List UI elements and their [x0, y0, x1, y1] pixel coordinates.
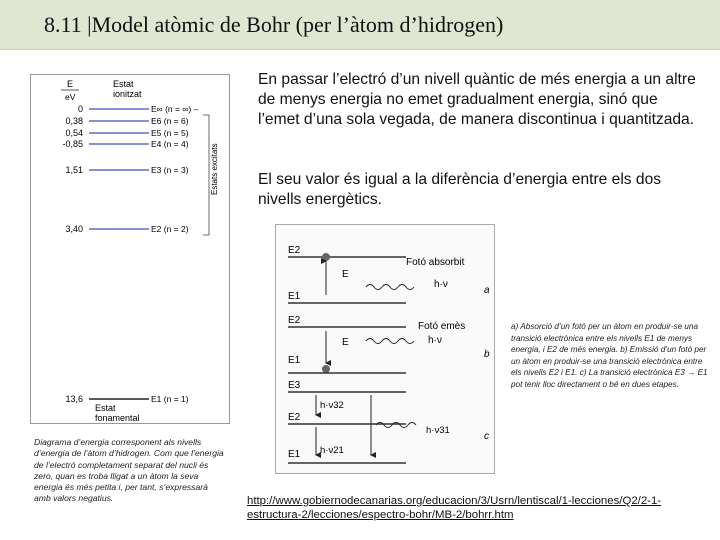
- ionized-state-label-2: ionitzat: [113, 89, 142, 99]
- b-letter: b: [484, 349, 490, 360]
- c-hv31-label: h·ν31: [426, 425, 450, 436]
- level-value-0: 0: [77, 104, 83, 114]
- b-e2-label: E2: [288, 315, 301, 326]
- ground-state-label-2: fonamental: [95, 413, 140, 423]
- level-value-5: 0,54: [65, 128, 83, 138]
- level-name-1: E1 (n = 1): [151, 394, 189, 404]
- b-photon-label: Fotó emès: [418, 321, 466, 332]
- a-electron-dot: [322, 253, 330, 261]
- energy-level-svg: [31, 75, 231, 425]
- ground-state-label-1: Estat: [95, 403, 116, 413]
- b-e1-label: E1: [288, 355, 301, 366]
- level-value-6: 0,38: [65, 116, 83, 126]
- c-photon-wave-31: [376, 423, 416, 428]
- axis-unit-label: eV: [65, 92, 76, 102]
- c-e1-label: E1: [288, 449, 301, 460]
- a-photon-label: Fotó absorbit: [406, 257, 465, 268]
- ionized-state-label-1: Estat: [113, 79, 134, 89]
- c-e2-label: E2: [288, 412, 301, 423]
- c-letter: c: [484, 431, 489, 442]
- level-name-6: E6 (n = 6): [151, 116, 189, 126]
- level-value-1: 13,6: [65, 394, 83, 404]
- c-hv32-label: h·ν32: [320, 400, 344, 411]
- level-name-2: E2 (n = 2): [151, 224, 189, 234]
- a-e1-label: E1: [288, 291, 301, 302]
- a-e2-label: E2: [288, 245, 301, 256]
- b-electron-dot: [322, 365, 330, 373]
- c-e3-label: E3: [288, 380, 301, 391]
- slide-title: 8.11 |Model atòmic de Bohr (per l’àtom d’hidrogen): [44, 12, 504, 37]
- c-hv21-label: h·ν21: [320, 445, 344, 456]
- a-letter: a: [484, 285, 490, 296]
- level-name-inf: E∞ (n = ∞) –: [151, 104, 199, 114]
- level-value-4: -0,85: [62, 139, 83, 149]
- level-name-4: E4 (n = 4): [151, 139, 189, 149]
- level-name-3: E3 (n = 3): [151, 165, 189, 175]
- energy-diagram-caption: Diagrama d’energia corresponent als nivells d’energia de l’àtom d’hidrogen. Com que l’energia de l’electró completament separat del nucli és zero, quan es troba lligat a un àtom la seva energia és més petita i, per tant, s’expressarà amb valors negatius.: [34, 437, 224, 504]
- transitions-svg: [276, 225, 496, 475]
- source-link[interactable]: http://www.gobiernodecanarias.org/educacion/3/Usrn/lentiscal/1-lecciones/Q2/2-1-estructura-2/lecciones/espectro-bohr/MB-2/bohrr.htm: [247, 495, 662, 521]
- axis-e-label: E: [67, 79, 74, 89]
- a-photon-wave: [366, 285, 414, 290]
- b-e-label: E: [342, 337, 349, 348]
- energy-level-diagram: [30, 74, 230, 424]
- transitions-caption: a) Absorció d’un fotó per un àtom en produir-se una transició electrònica entre els nivells E1 de menys energia, i E2 de més energia. b) Emissió d’un fotó per un àtom en produir-se una transició electrònica entre els nivells E2 i E1. c) La transició electrònica E3 → E1 pot tenir lloc directament o bé en dues etapes.: [511, 322, 708, 389]
- excited-states-label: Estats excitats: [210, 143, 219, 195]
- paragraph-emission: En passar l’electró d’un nivell quàntic de més energia a un altre de menys energia no emet gradualment energia, sinó que l’emet d’una sola vegada, de manera discontinua i quantitzada.: [258, 71, 696, 128]
- a-e-label: E: [342, 269, 349, 280]
- transitions-figure: [275, 224, 495, 474]
- paragraph-energy-difference: El seu valor és igual a la diferència d’energia entre els dos nivells energètics.: [258, 171, 662, 208]
- level-value-2: 3,40: [65, 224, 83, 234]
- b-hv-label: h·ν: [428, 335, 442, 346]
- level-name-5: E5 (n = 5): [151, 128, 189, 138]
- b-photon-wave: [366, 339, 414, 344]
- level-value-3: 1,51: [65, 165, 83, 175]
- a-hv-label: h·ν: [434, 279, 448, 290]
- excited-states-bracket: [203, 115, 209, 235]
